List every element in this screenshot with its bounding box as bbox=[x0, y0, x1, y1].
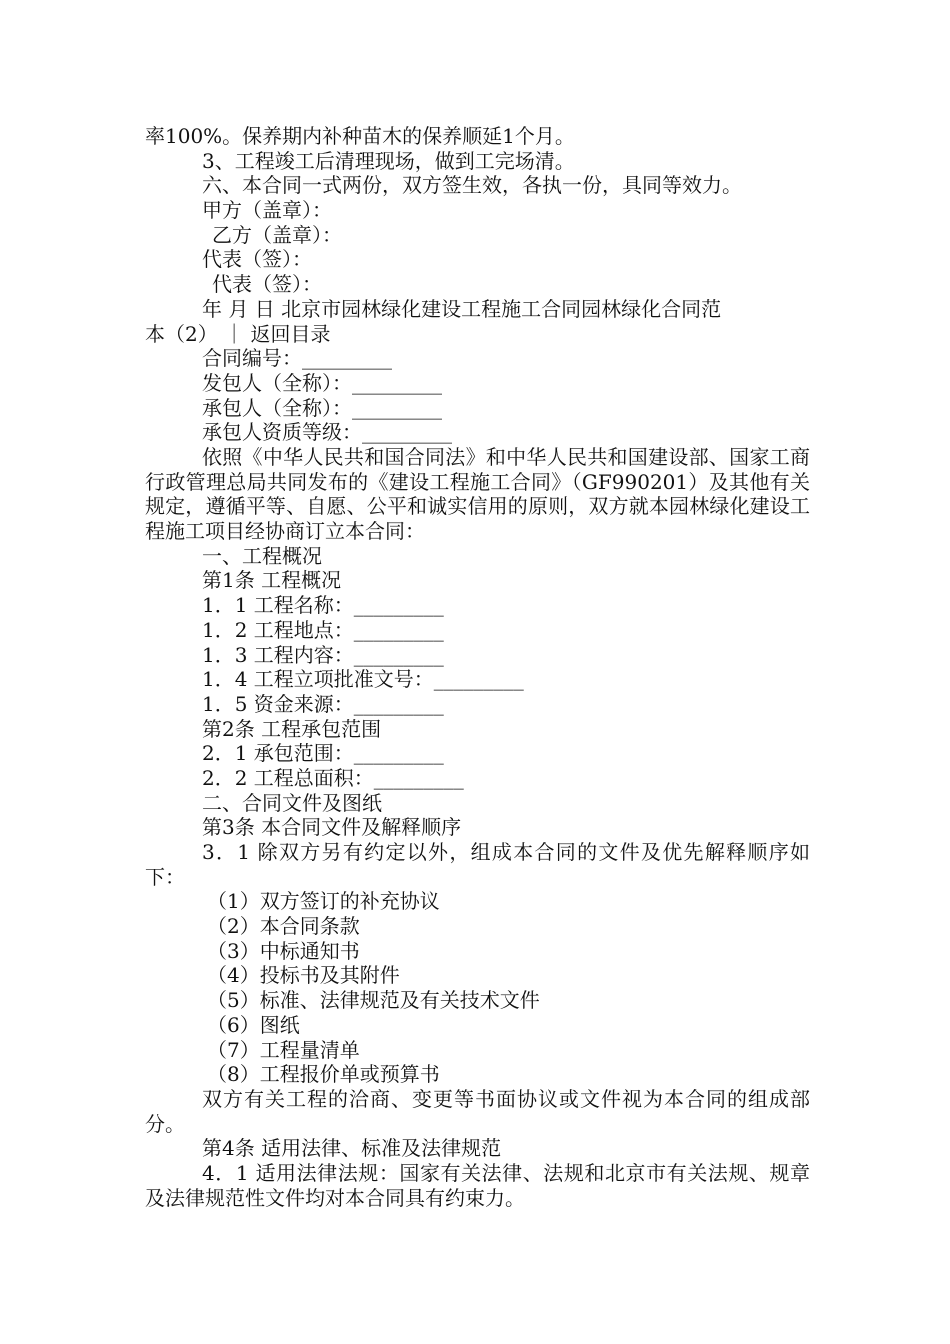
text-line: 合同编号：_________ bbox=[202, 346, 392, 371]
text-line: 二、合同文件及图纸 bbox=[202, 790, 382, 815]
text-line: 乙方（盖章）： bbox=[212, 222, 342, 247]
text-line: 承包人（全称）：_________ bbox=[202, 395, 442, 420]
document-body bbox=[145, 124, 810, 1210]
text-line: 1．1 工程名称：_________ bbox=[202, 593, 444, 618]
text-line: 发包人（全称）：_________ bbox=[202, 370, 442, 395]
text-line: 第2条 工程承包范围 bbox=[202, 716, 382, 741]
text-line: 代表（签）： bbox=[202, 247, 312, 272]
text-line: （3）中标通知书 bbox=[207, 938, 360, 963]
text-line: （4）投标书及其附件 bbox=[207, 963, 400, 988]
text-line: 代表（签）： bbox=[212, 272, 322, 297]
text-line: 1．2 工程地点：_________ bbox=[202, 617, 444, 642]
text-line: 2．1 承包范围：_________ bbox=[202, 741, 444, 766]
text-line: （5）标准、法律规范及有关技术文件 bbox=[207, 988, 540, 1013]
text-line: 4．1 适用法律法规：国家有关法律、法规和北京市有关法规、规章及法律规范性文件均对本合同具有约束力。 bbox=[145, 1161, 810, 1210]
text-line: 本（2） ｜ 返回目录 bbox=[145, 321, 331, 346]
text-line: 1．3 工程内容：_________ bbox=[202, 642, 444, 667]
text-line: 承包人资质等级：_________ bbox=[202, 420, 452, 445]
text-line: （8）工程报价单或预算书 bbox=[207, 1062, 440, 1087]
text-line: 2．2 工程总面积：_________ bbox=[202, 765, 464, 790]
text-line: 3、工程竣工后清理现场，做到工完场清。 bbox=[202, 148, 575, 173]
text-line: 第4条 适用法律、标准及法律规范 bbox=[202, 1136, 502, 1161]
text-line: 1．4 工程立项批准文号：_________ bbox=[202, 667, 524, 692]
text-line: 第3条 本合同文件及解释顺序 bbox=[202, 815, 462, 840]
text-line: 甲方（盖章）： bbox=[202, 198, 332, 223]
text-line: 1．5 资金来源：_________ bbox=[202, 691, 444, 716]
text-line: （7）工程量清单 bbox=[207, 1037, 360, 1062]
text-line: 3．1 除双方另有约定以外，组成本合同的文件及优先解释顺序如下： bbox=[145, 840, 810, 889]
text-line: 六、本合同一式两份，双方签生效，各执一份，具同等效力。 bbox=[202, 173, 742, 198]
text-line: 依照《中华人民共和国合同法》和中华人民共和国建设部、国家工商行政管理总局共同发布的《建设工程施工合同》（GF990201）及其他有关规定，遵循平等、自愿、公平和诚实信用的原则，双方就本园林绿化建设工程施工项目经协商订立本合同： bbox=[145, 444, 810, 544]
text-line: 第1条 工程概况 bbox=[202, 568, 342, 593]
text-line: 年 月 日 北京市园林绿化建设工程施工合同园林绿化合同范 bbox=[202, 296, 722, 321]
text-line: （6）图纸 bbox=[207, 1012, 300, 1037]
text-line: 率100%。保养期内补种苗木的保养顺延1个月。 bbox=[145, 124, 575, 148]
text-line: （2）本合同条款 bbox=[207, 914, 360, 939]
text-line: 一、工程概况 bbox=[202, 543, 322, 568]
text-line: 双方有关工程的洽商、变更等书面协议或文件视为本合同的组成部分。 bbox=[145, 1086, 810, 1136]
text-line: （1）双方签订的补充协议 bbox=[207, 889, 440, 914]
